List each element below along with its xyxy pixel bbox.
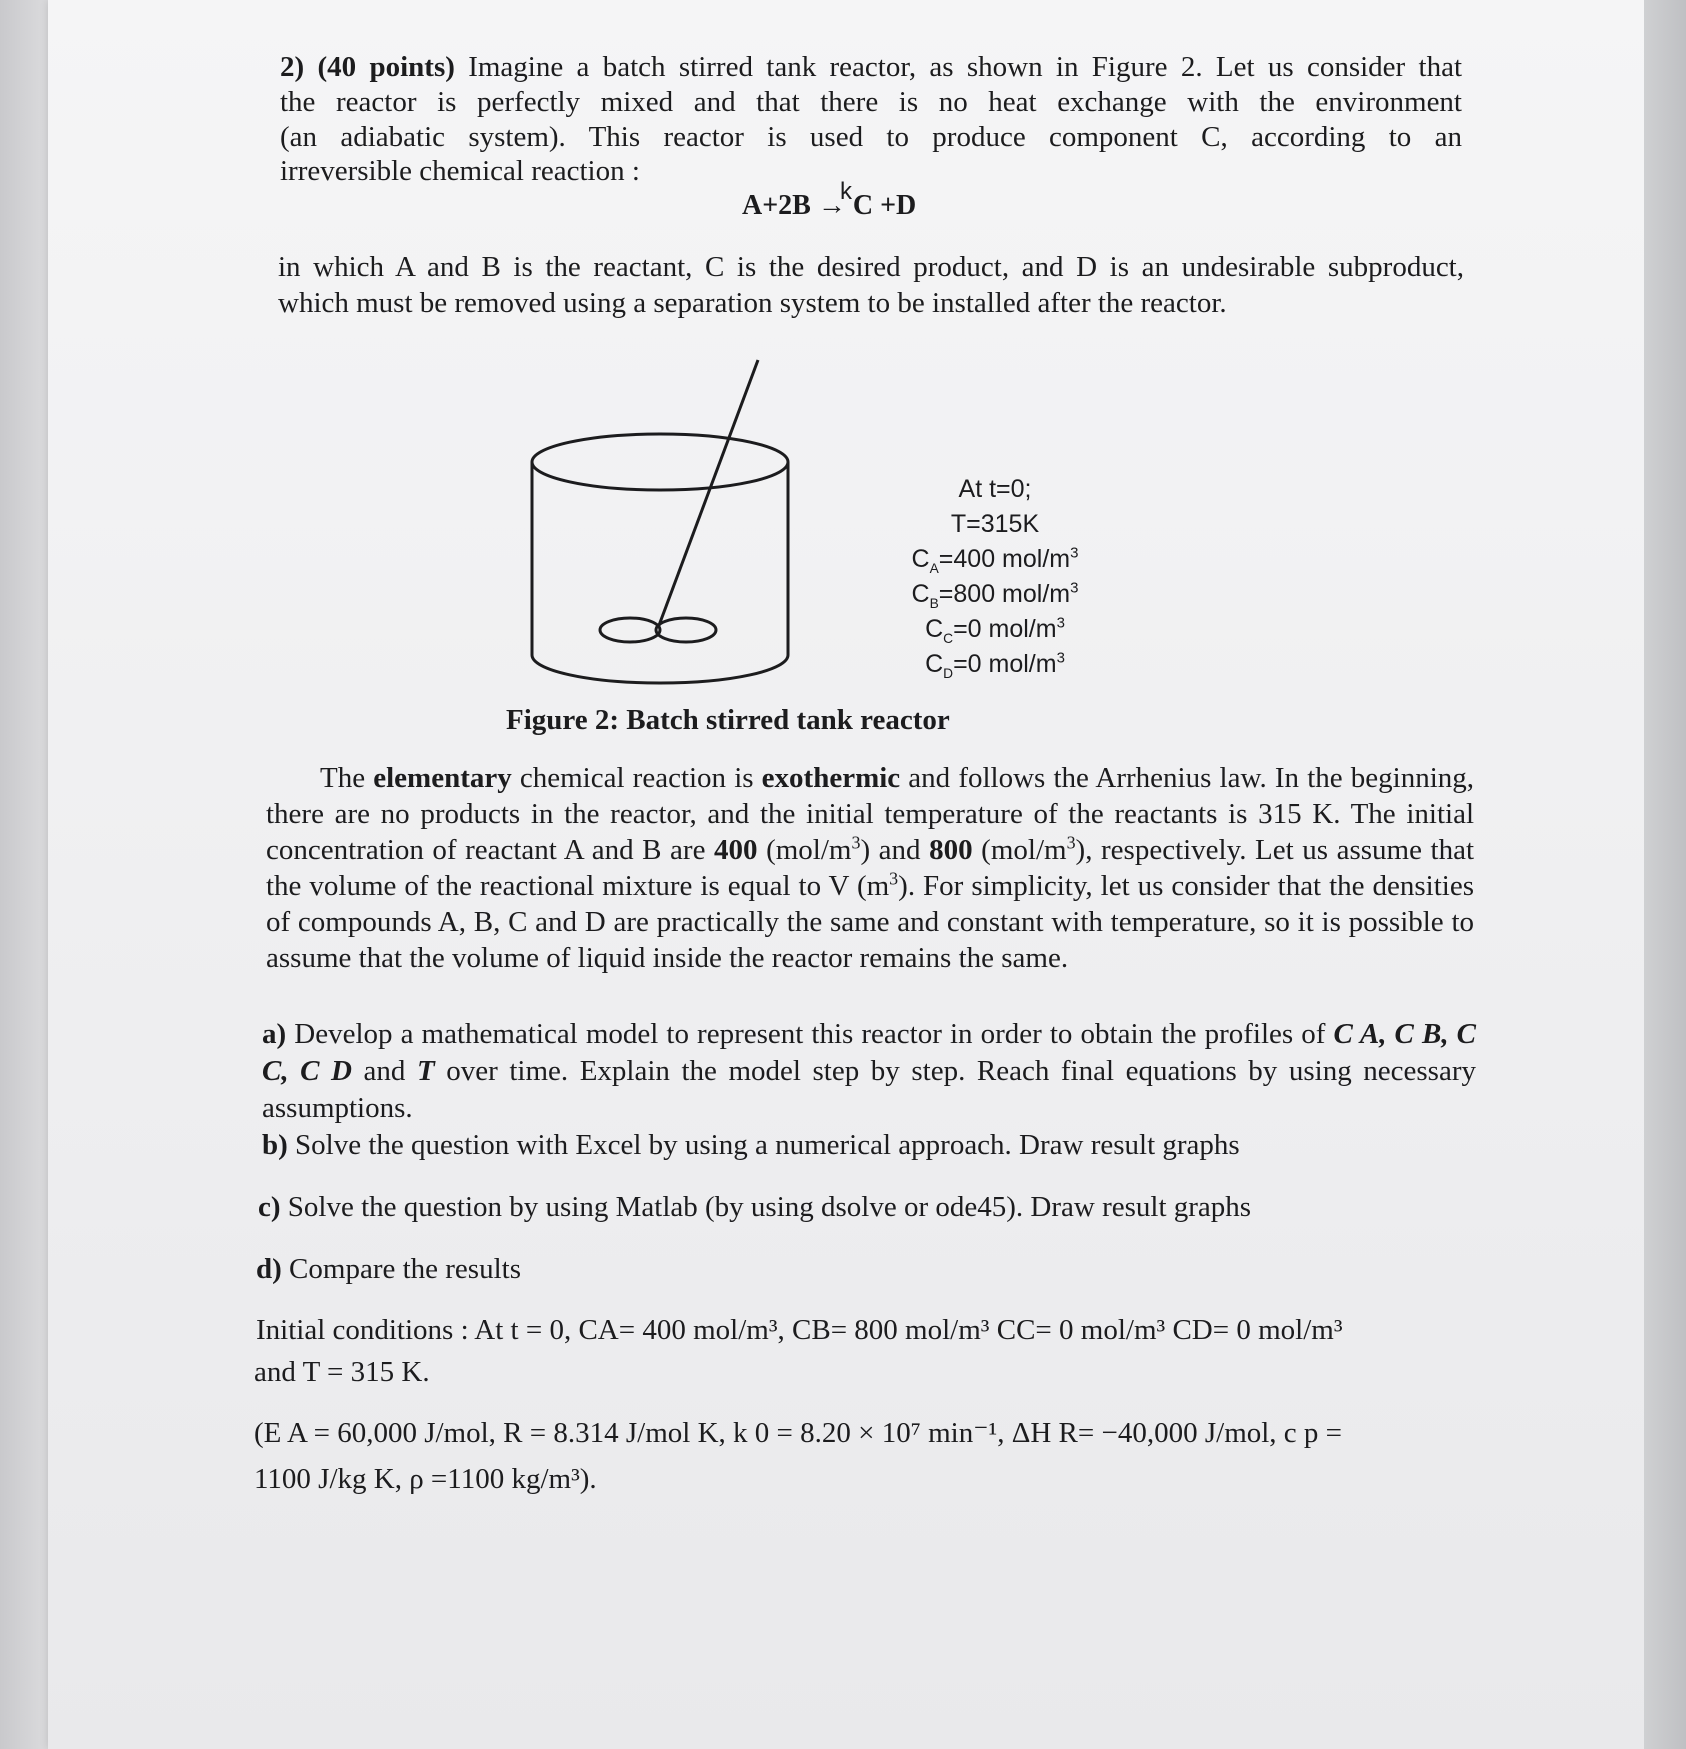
concentration-variables: C A, C B, C C, C D <box>262 1018 1476 1087</box>
stirrer-shaft <box>658 360 758 628</box>
reaction-arrow: → <box>817 190 846 221</box>
reaction-equation <box>742 178 917 222</box>
problem-number: 2) <box>280 51 305 83</box>
question-c: c) Solve the question by using Matlab (by using dsolve or ode45). Draw result graphs <box>258 1191 1252 1223</box>
cond-time: At t=0; <box>958 475 1032 503</box>
rate-constant-label: k <box>840 178 852 205</box>
initial-conditions-line-1: Initial conditions : At t = 0, CA= 400 mol/m³, CB= 800 mol/m³ CC= 0 mol/m³ CD= 0 mol/m³ <box>256 1314 1343 1346</box>
impeller-blade-left <box>600 618 660 642</box>
intro-line-4: irreversible chemical reaction : <box>280 155 640 187</box>
question-a-label: a) <box>262 1018 287 1050</box>
reaction-rhs: C +D <box>852 190 917 221</box>
cond-cd: $C_D=0$ mol/$m^3$ <box>925 649 1065 681</box>
description-line-1-row <box>278 250 1464 285</box>
problem-points: (40 points) <box>317 51 455 83</box>
exothermic-term: exothermic <box>761 762 901 794</box>
cond-cb: $C_B=800$ mol/$m^3$ <box>911 579 1079 611</box>
intro-line-1: Imagine a batch stirred tank reactor, as shown in Figure 2. Let us consider that <box>468 51 1463 83</box>
description-line-2: which must be removed using a separation system to be installed after the reactor. <box>278 287 1227 319</box>
initial-conditions-line-2: and T = 315 K. <box>254 1356 430 1388</box>
intro-line-2-row <box>280 85 1462 120</box>
description-line-1: in which A and B is the reactant, C is the desired product, and D is an undesirable subproduct, <box>278 251 1464 283</box>
figure-initial-conditions <box>880 472 1110 682</box>
intro-line-4-row <box>280 154 640 189</box>
intro-line-2: the reactor is perfectly mixed and that there is no heat exchange with the environment <box>280 86 1462 118</box>
parameters-line-1: (E A = 60,000 J/mol, R = 8.314 J/mol K, k 0 = 8.20 × 10⁷ min⁻¹, ΔH R= −40,000 J/mol, c p = <box>254 1417 1343 1449</box>
body-paragraph: The elementary chemical reaction is exothermic and follows the Arrhenius law. In the beginning, there are no products in the reactor, and the initial temperature of the reactants is 315 K. The initial concentration of reactant A and B are 400 $(mol/m^3)$ and 800 $(mol/m^3)$, respectively. Let us assume that the volume of the reactional mixture is equal to V $(m^3)$. For simplicity, let us consider that the densities of compounds A, B, C and D are practically the same and constant with temperature, so it is possible to assume that the volume of liquid inside the reactor remains the same. <box>266 762 1475 974</box>
cond-cc: $C_C=0$ mol/$m^3$ <box>925 614 1065 646</box>
cond-ca: $C_A=400$ mol/$m^3$ <box>911 544 1079 576</box>
parameters-line-2: 1100 J/kg K, ρ =1100 kg/m³). <box>254 1463 597 1495</box>
description-line-2-row <box>278 286 1227 321</box>
page-edge <box>1644 0 1686 1749</box>
reaction-lhs: A+2B <box>742 190 811 221</box>
tank-body <box>532 462 788 683</box>
question-d: d) Compare the results <box>256 1253 521 1285</box>
intro-line-3: (an adiabatic system). This reactor is used to produce component C, according to an <box>280 121 1462 153</box>
elementary-term: elementary <box>373 762 512 794</box>
figure-caption: Figure 2: Batch stirred tank reactor <box>506 704 950 736</box>
question-b: b) Solve the question with Excel by using a numerical approach. Draw result graphs <box>262 1129 1240 1161</box>
batch-reactor-diagram <box>520 350 810 685</box>
cond-temperature: T=315K <box>950 510 1040 538</box>
question-a: a) Develop a mathematical model to represent this reactor in order to obtain the profiles of C A, C B, C C, C D and T over time. Explain the model step by step. Reach final equations by using necessary assumptions. <box>262 1018 1476 1124</box>
tank-top-rim <box>532 434 788 490</box>
intro-line-3-row <box>280 120 1462 155</box>
impeller-blade-right <box>656 618 716 642</box>
problem-intro <box>280 50 1462 85</box>
